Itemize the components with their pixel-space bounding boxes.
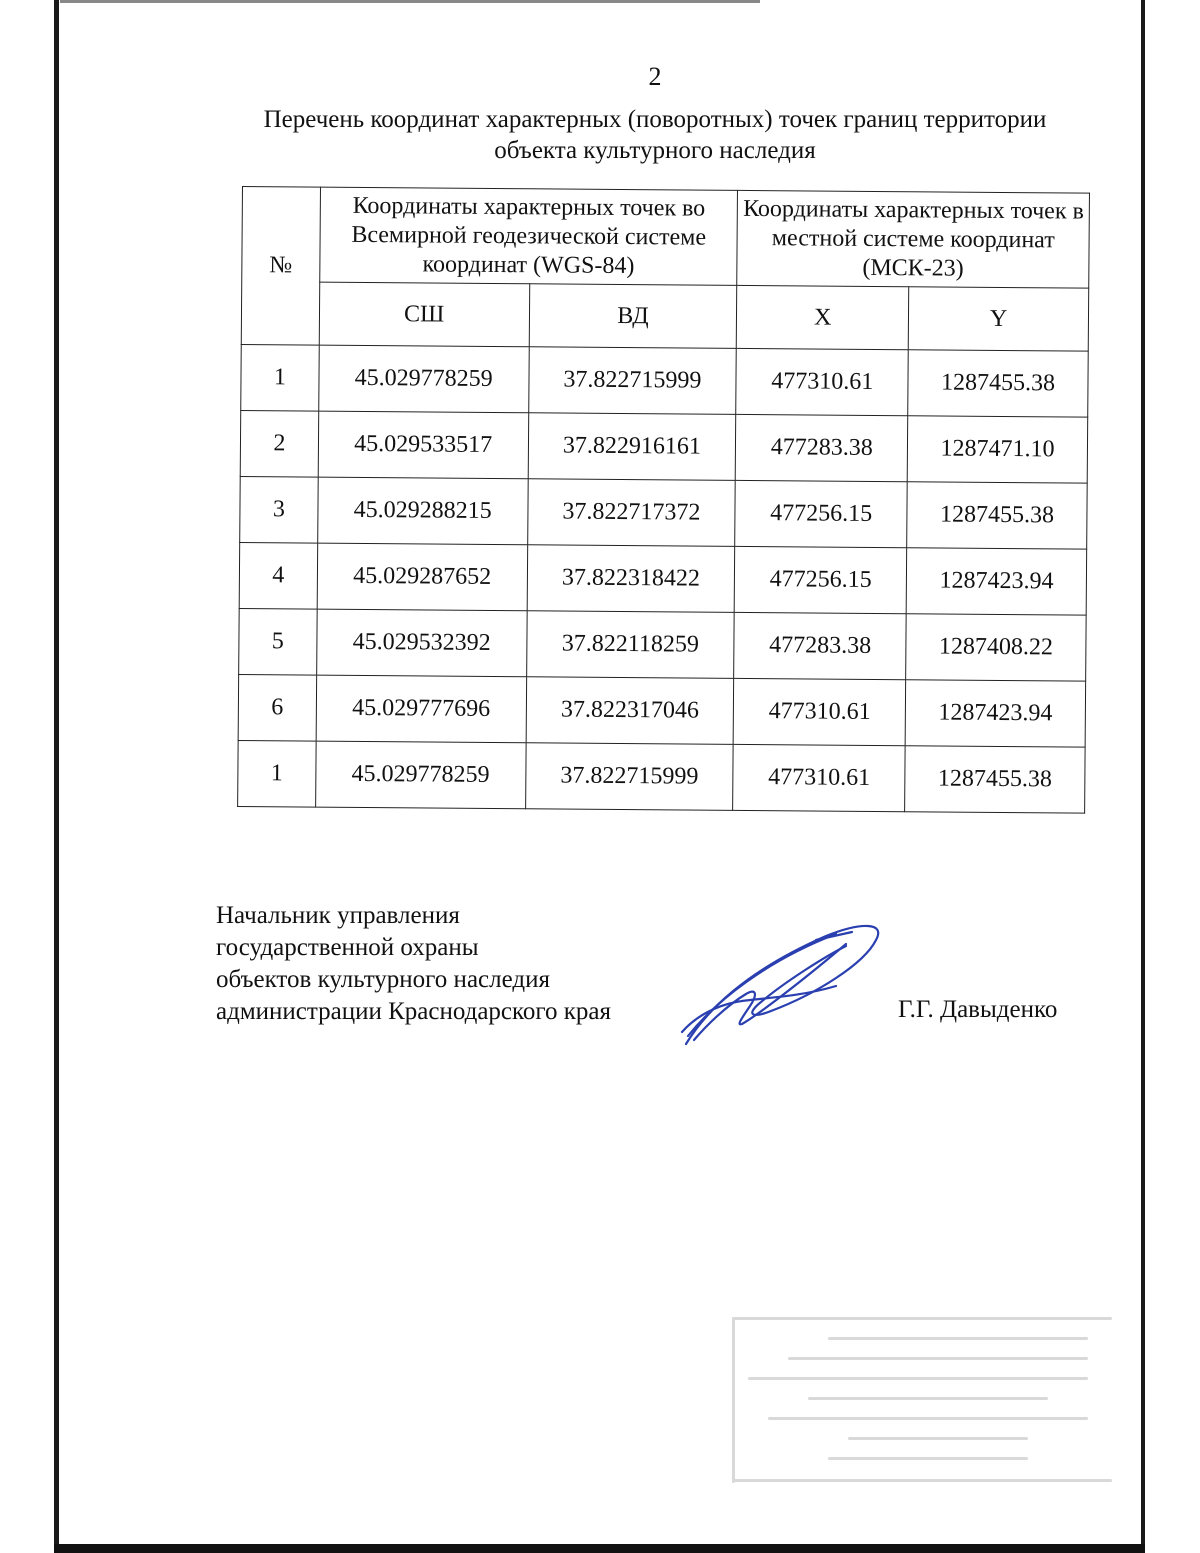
header-msk23-group: Координаты характерных точек в местной системе координат (МСК-23)	[737, 190, 1089, 288]
signatory-position	[216, 900, 611, 1028]
longitude-cell: 37.822118259	[526, 611, 734, 679]
table-row	[239, 542, 1086, 615]
signer-name: Г.Г. Давыденко	[898, 996, 1058, 1023]
x-cell: 477283.38	[734, 612, 906, 679]
table-row	[238, 674, 1085, 747]
table-row	[241, 344, 1088, 417]
x-cell: 477283.38	[736, 414, 908, 481]
longitude-cell: 37.822717372	[527, 479, 735, 547]
position-line: объектов культурного наследия	[216, 966, 550, 993]
handwritten-signature	[676, 916, 886, 1050]
longitude-cell: 37.822317046	[526, 677, 734, 745]
position-line: Начальник управления	[216, 902, 460, 929]
y-cell: 1287408.22	[906, 614, 1086, 681]
y-cell: 1287423.94	[905, 680, 1085, 747]
longitude-cell: 37.822318422	[527, 545, 735, 613]
scan-edge-right	[1141, 0, 1145, 1553]
scan-edge-top	[60, 0, 760, 3]
point-number-cell: 3	[240, 476, 318, 543]
title-line-2: объекта культурного наследия	[494, 137, 816, 164]
page-number: 2	[648, 62, 662, 91]
y-cell: 1287455.38	[907, 482, 1087, 549]
longitude-cell: 37.822715999	[525, 743, 733, 811]
y-cell: 1287423.94	[906, 548, 1086, 615]
position-line: государственной охраны	[216, 934, 479, 961]
latitude-cell: 45.029288215	[318, 477, 528, 545]
point-number-cell: 1	[238, 740, 316, 807]
y-cell: 1287455.38	[905, 746, 1085, 813]
faded-stamp	[728, 1315, 1114, 1485]
header-x: X	[737, 285, 909, 349]
latitude-cell: 45.029533517	[318, 411, 528, 479]
latitude-cell: 45.029778259	[319, 345, 529, 413]
header-longitude: ВД	[529, 284, 737, 349]
header-number: №	[241, 187, 320, 346]
point-number-cell: 6	[238, 674, 316, 741]
point-number-cell: 2	[240, 410, 318, 477]
document-title	[240, 104, 1070, 166]
title-line-1: Перечень координат характерных (поворотных) точек границ территории	[263, 106, 1047, 133]
table-row	[240, 476, 1087, 549]
x-cell: 477310.61	[733, 744, 905, 811]
position-line: администрации Краснодарского края	[216, 998, 612, 1025]
latitude-cell: 45.029778259	[315, 741, 525, 809]
x-cell: 477310.61	[736, 348, 908, 415]
x-cell: 477256.15	[735, 480, 907, 547]
scan-edge-bottom	[54, 1544, 1145, 1553]
scan-edge-left	[54, 0, 59, 1553]
longitude-cell: 37.822715999	[528, 347, 736, 415]
table-row	[238, 740, 1085, 813]
x-cell: 477256.15	[735, 546, 907, 613]
latitude-cell: 45.029532392	[316, 609, 526, 677]
table-row	[239, 608, 1086, 681]
point-number-cell: 4	[239, 542, 317, 609]
point-number-cell: 5	[239, 608, 317, 675]
point-number-cell: 1	[241, 344, 319, 411]
table-row	[240, 410, 1087, 483]
y-cell: 1287455.38	[908, 350, 1088, 417]
y-cell: 1287471.10	[907, 416, 1087, 483]
header-latitude: СШ	[319, 282, 529, 347]
x-cell: 477310.61	[734, 678, 906, 745]
latitude-cell: 45.029287652	[317, 543, 527, 611]
header-wgs84-group: Координаты характерных точек во Всемирной геодезической системе координат (WGS-84)	[320, 187, 738, 285]
longitude-cell: 37.822916161	[528, 413, 736, 481]
coordinates-table-body	[238, 344, 1089, 813]
coordinates-table	[237, 186, 1090, 814]
header-y: Y	[908, 287, 1088, 351]
latitude-cell: 45.029777696	[316, 675, 526, 743]
